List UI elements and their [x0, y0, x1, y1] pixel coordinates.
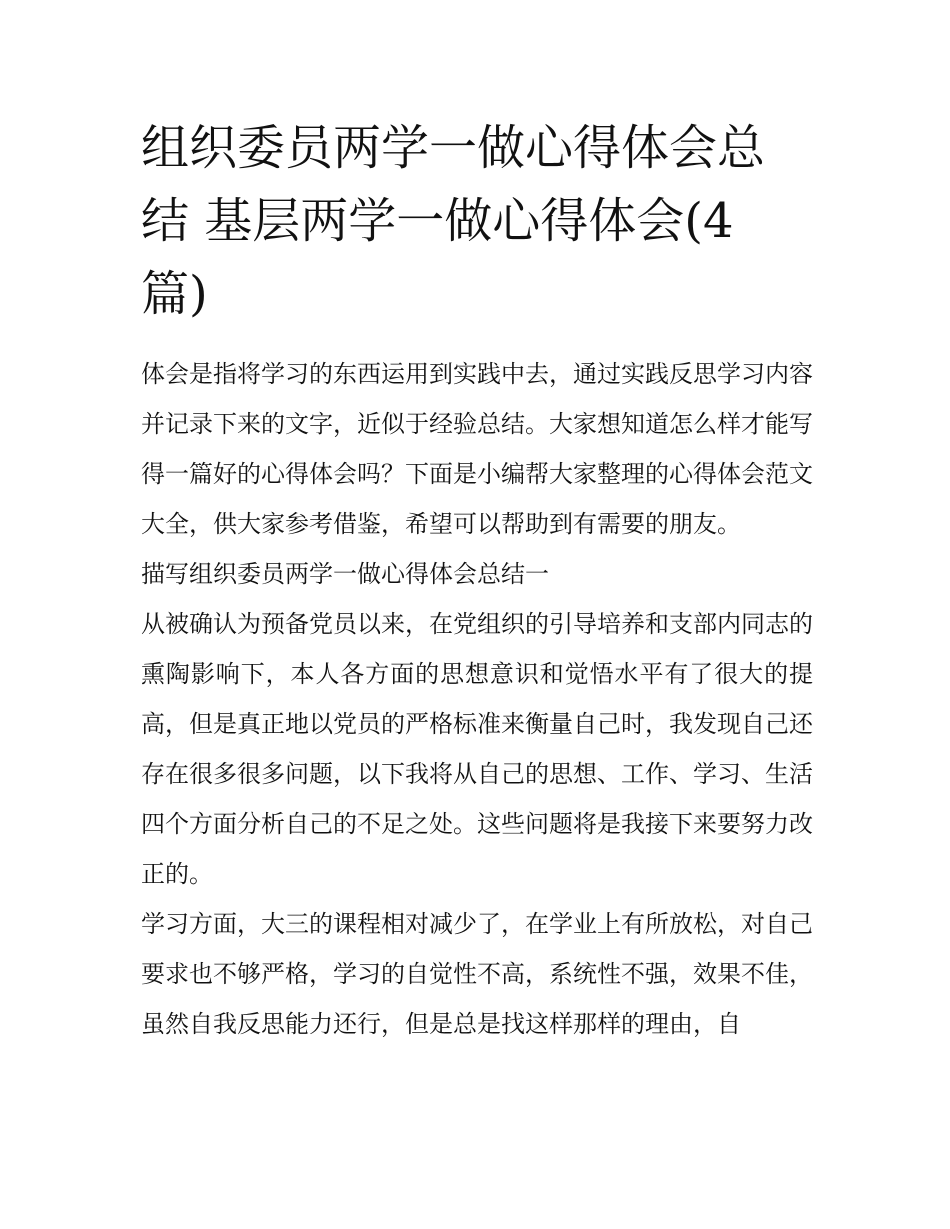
document-title [141, 112, 813, 331]
intro-paragraph: 体会是指将学习的东西运用到实践中去，通过实践反思学习内容并记录下来的文字，近似于经验总结。大家想知道怎么样才能写得一篇好的心得体会吗？下面是小编帮大家整理的心得体会范文大全，供大家参考借鉴，希望可以帮助到有需要的朋友。 [141, 360, 813, 538]
title-line-3: 篇) [141, 266, 208, 322]
title-line-2: 结 基层两学一做心得体会(4 [141, 193, 734, 249]
body-paragraph: 从被确认为预备党员以来，在党组织的引导培养和支部内同志的熏陶影响下，本人各方面的思想意识和觉悟水平有了很大的提高，但是真正地以党员的严格标准来衡量自己时，我发现自己还存在很多很多问题，以下我将从自己的思想、工作、学习、生活四个方面分析自己的不足之处。这些问题将是我接下来要努力改正的。 [141, 610, 813, 888]
section-heading: 描写组织委员两学一做心得体会总结一 [141, 560, 549, 588]
document-content [141, 112, 813, 1049]
document-body [141, 349, 813, 1049]
title-line-1: 组织委员两学一做心得体会总 [141, 120, 766, 176]
body-paragraph: 学习方面，大三的课程相对减少了，在学业上有所放松，对自己要求也不够严格，学习的自觉性不高，系统性不强，效果不佳，虽然自我反思能力还行，但是总是找这样那样的理由，自 [141, 910, 813, 1038]
